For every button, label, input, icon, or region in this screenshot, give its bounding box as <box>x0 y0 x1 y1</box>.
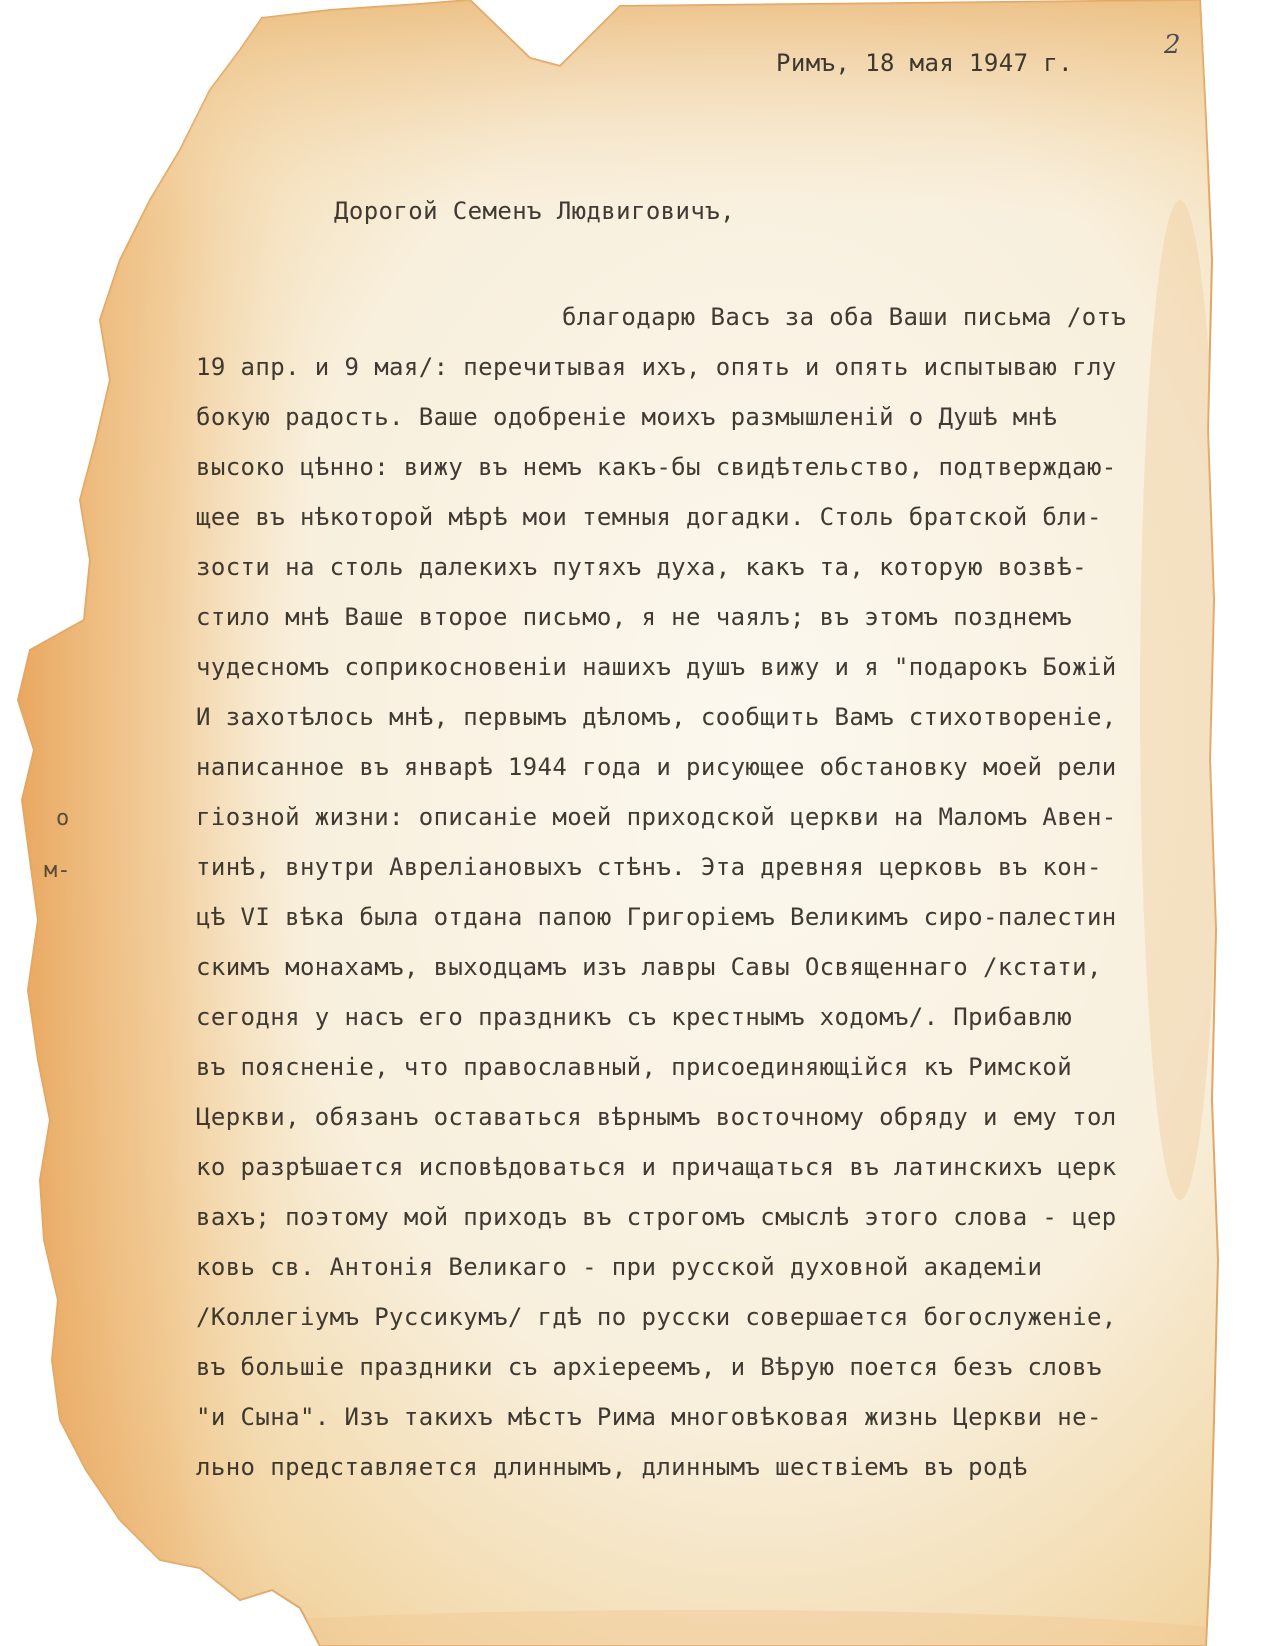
text-line: скимъ монахамъ, выходцамъ изъ лавры Савы Освященнаго /кстати, <box>196 953 1102 981</box>
date-line: Римъ, 18 мая 1947 г. <box>776 49 1073 77</box>
edge-mark: м- <box>44 858 71 883</box>
text-line: гіозной жизни: описаніе моей приходской церкви на Маломъ Авен- <box>196 803 1117 831</box>
text-line: Церкви, обязанъ оставаться вѣрнымъ восточному обряду и ему тол <box>196 1103 1117 1131</box>
text-line: щее въ нѣкоторой мѣрѣ мои темныя догадки. Столь братской бли- <box>196 503 1102 531</box>
text-line: "и Сына". Изъ такихъ мѣстъ Рима многовѣковая жизнь Церкви не- <box>196 1403 1102 1431</box>
text-line: благодарю Васъ за оба Ваши письма /отъ <box>562 303 1127 331</box>
text-line: ковь св. Антонія Великаго - при русской духовной академіи <box>196 1253 1043 1281</box>
text-line: льно представляется длиннымъ, длиннымъ шествіемъ въ родѣ <box>196 1453 1028 1481</box>
text-line: тинѣ, внутри Авреліановыхъ стѣнъ. Эта древняя церковь въ кон- <box>196 853 1102 881</box>
text-line: написанное въ январѣ 1944 года и рисующее обстановку моей рели <box>196 753 1117 781</box>
text-line: чудесномъ соприкосновеніи нашихъ душъ вижу и я "подарокъ Божій <box>196 653 1117 681</box>
text-line: цѣ VI вѣка была отдана папою Григоріемъ Великимъ сиро-палестин <box>196 903 1117 931</box>
edge-mark: о <box>56 806 70 831</box>
text-line: высоко цѣнно: вижу въ немъ какъ-бы свидѣтельство, подтверждаю- <box>196 453 1117 481</box>
text-line: въ поясненіе, что православный, присоединяющійся къ Римской <box>196 1053 1073 1081</box>
salutation: Дорогой Семенъ Людвиговичъ, <box>334 197 735 225</box>
text-line: сегодня у насъ его праздникъ съ крестнымъ ходомъ/. Прибавлю <box>196 1003 1073 1031</box>
text-line: ко разрѣшается исповѣдоваться и причащаться въ латинскихъ церк <box>196 1153 1117 1181</box>
text-line: въ большіе праздники съ архіереемъ, и Вѣрую поется безъ словъ <box>196 1353 1102 1381</box>
text-line: И захотѣлось мнѣ, первымъ дѣломъ, сообщить Вамъ стихотвореніе, <box>196 703 1117 731</box>
text-line: стило мнѣ Ваше второе письмо, я не чаялъ; въ этомъ позднемъ <box>196 603 1073 631</box>
text-line: 19 апр. и 9 мая/: перечитывая ихъ, опять и опять испытываю глу <box>196 353 1117 381</box>
text-line: /Коллегіумъ Руссикумъ/ гдѣ по русски совершается богослуженіе, <box>196 1303 1117 1331</box>
text-line: бокую радость. Ваше одобреніе моихъ размышленій о Душѣ мнѣ <box>196 403 1058 431</box>
text-line: вахъ; поэтому мой приходъ въ строгомъ смыслѣ этого слова - цер <box>196 1203 1117 1231</box>
page-number: 2 <box>1164 30 1181 60</box>
text-line: зости на столь далекихъ путяхъ духа, какъ та, которую возвѣ- <box>196 553 1087 581</box>
